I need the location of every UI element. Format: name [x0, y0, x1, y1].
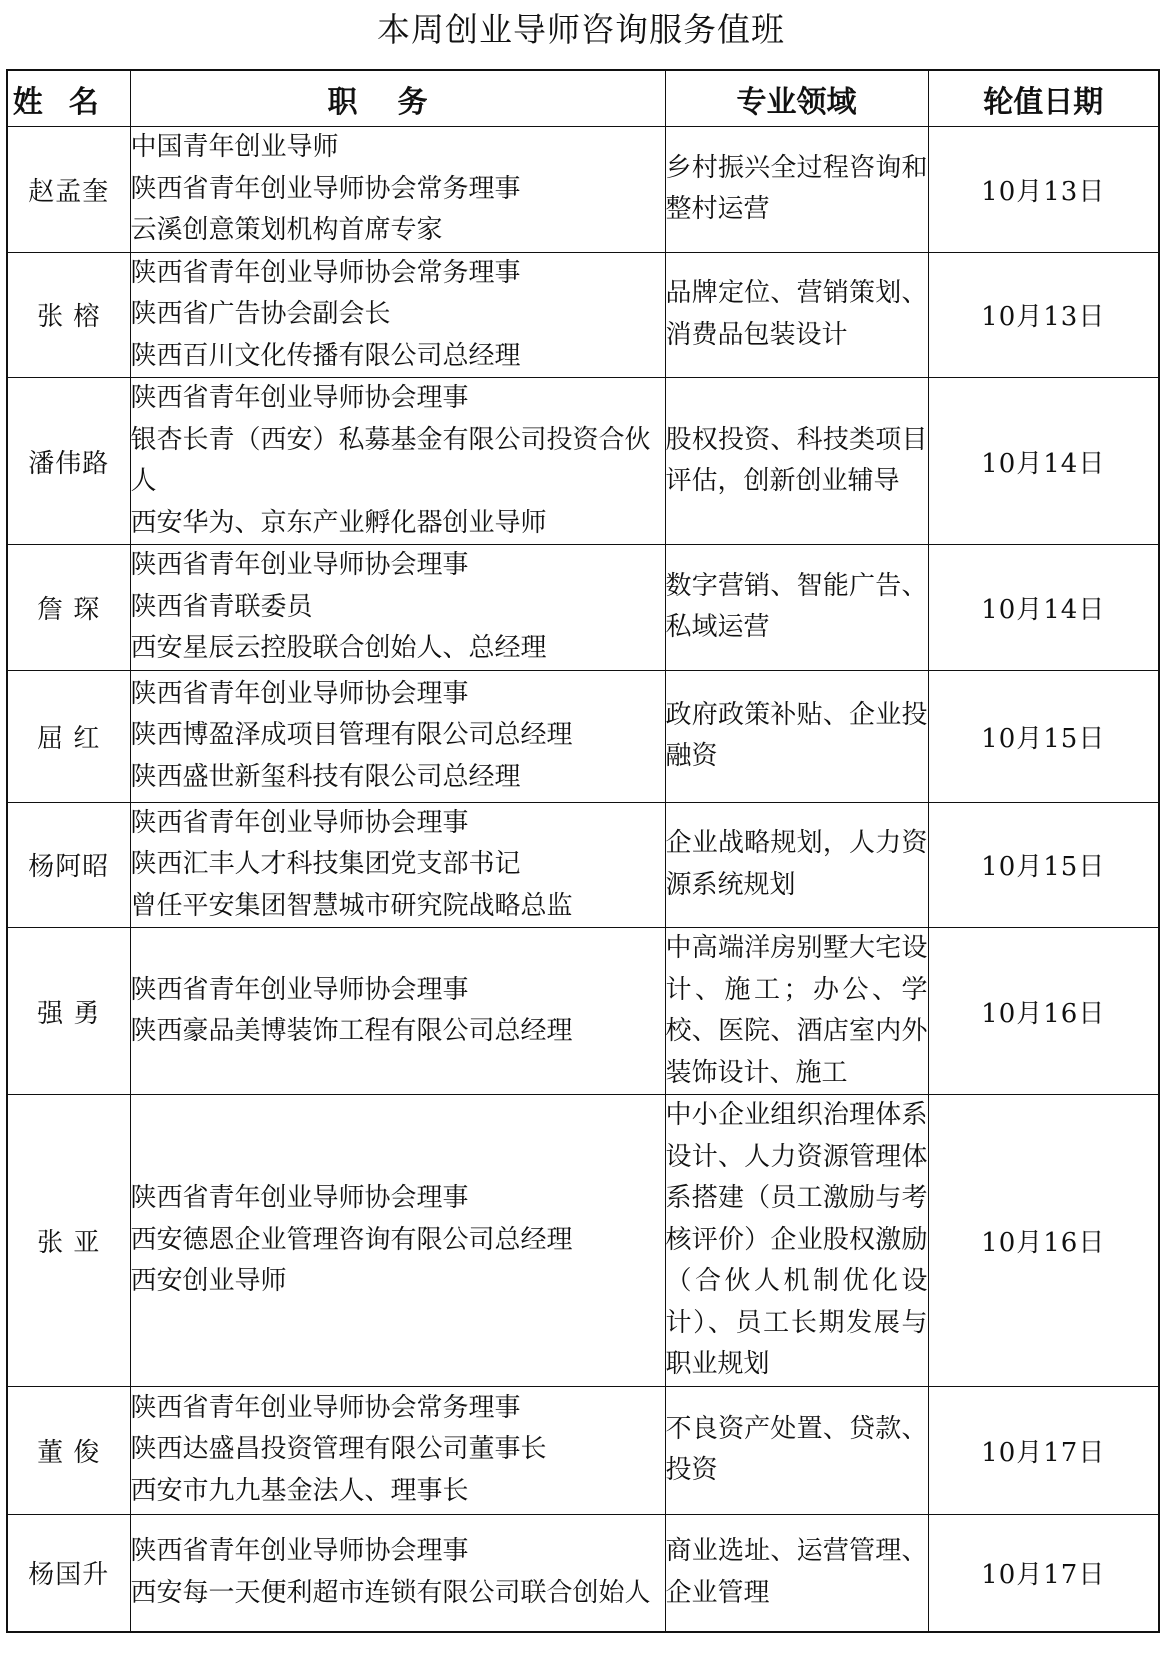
- role-line: 陕西省青年创业导师协会理事: [130, 807, 469, 838]
- duty-date: 10月13日: [928, 252, 1159, 378]
- duty-date: 10月16日: [928, 1095, 1159, 1387]
- roster-body: [7, 127, 1159, 1633]
- expertise-field: 不良资产处置、贷款、投资: [665, 1386, 928, 1514]
- role-line: 陕西百川文化传播有限公司总经理: [130, 340, 521, 371]
- role-line: 陕西省青年创业导师协会理事: [130, 974, 469, 1005]
- role-line: 西安每一天便利超市连锁有限公司联合创始人: [130, 1577, 651, 1608]
- mentor-name: 潘伟路: [7, 378, 130, 545]
- mentor-name: 杨阿昭: [7, 802, 130, 928]
- mentor-roles: [130, 802, 665, 928]
- page-title: 本周创业导师咨询服务值班: [377, 10, 785, 49]
- expertise-field: 中高端洋房别墅大宅设计、施工；办公、学校、医院、酒店室内外装饰设计、施工: [665, 928, 928, 1095]
- mentor-roles: [130, 928, 665, 1095]
- role-line: 西安星辰云控股联合创始人、总经理: [130, 633, 547, 663]
- table-row: [7, 670, 1159, 802]
- duty-date: 10月14日: [928, 378, 1159, 545]
- mentor-roles: [130, 1386, 665, 1514]
- duty-date: 10月15日: [928, 802, 1159, 928]
- header-role: 职务: [130, 70, 665, 127]
- mentor-name: 屈 红: [7, 670, 130, 802]
- duty-date: 10月17日: [928, 1386, 1159, 1514]
- expertise-field: 品牌定位、营销策划、消费品包装设计: [665, 252, 928, 378]
- header-field: 专业领域: [665, 70, 928, 127]
- mentor-name: 强 勇: [7, 928, 130, 1095]
- expertise-field: 商业选址、运营管理、企业管理: [665, 1514, 928, 1632]
- role-line: 曾任平安集团智慧城市研究院战略总监: [130, 890, 573, 921]
- duty-date: 10月14日: [928, 545, 1159, 671]
- table-header-row: [7, 70, 1159, 127]
- role-line: 西安德恩企业管理咨询有限公司总经理: [130, 1224, 573, 1255]
- mentor-roles: [130, 252, 665, 378]
- table-row: [7, 802, 1159, 928]
- role-line: 陕西省青年创业导师协会理事: [130, 383, 469, 413]
- table-row: [7, 1386, 1159, 1514]
- duty-date: 10月13日: [928, 127, 1159, 253]
- expertise-field: 政府政策补贴、企业投融资: [665, 670, 928, 802]
- role-line: 陕西省青年创业导师协会理事: [130, 678, 469, 709]
- table-row: [7, 378, 1159, 545]
- role-line: 陕西省青年创业导师协会常务理事: [130, 257, 521, 288]
- mentor-roles: [130, 378, 665, 545]
- table-row: [7, 1514, 1159, 1632]
- mentor-roles: [130, 670, 665, 802]
- role-line: 陕西省青年创业导师协会理事: [130, 1536, 469, 1567]
- header-date: 轮值日期: [928, 70, 1159, 127]
- role-line: 中国青年创业导师: [130, 132, 339, 162]
- role-line: 陕西省青年创业导师协会常务理事: [130, 1392, 521, 1423]
- mentor-roles: [130, 127, 665, 253]
- role-line: 陕西省青年创业导师协会常务理事: [130, 173, 521, 204]
- table-row: [7, 545, 1159, 671]
- mentor-name: 杨国升: [7, 1514, 130, 1632]
- mentor-name: 赵孟奎: [7, 127, 130, 253]
- mentor-roles: [130, 545, 665, 671]
- role-line: 陕西博盈泽成项目管理有限公司总经理: [130, 720, 573, 751]
- expertise-field: 数字营销、智能广告、私域运营: [665, 545, 928, 671]
- role-line: 陕西豪品美博装饰工程有限公司总经理: [130, 1016, 573, 1046]
- table-row: [7, 252, 1159, 378]
- role-line: 云溪创意策划机构首席专家: [130, 215, 443, 245]
- role-line: 西安创业导师: [130, 1266, 287, 1296]
- role-line: 银杏长青（西安）私募基金有限公司投资合伙人: [130, 424, 651, 496]
- expertise-field: 股权投资、科技类项目评估，创新创业辅导: [665, 378, 928, 545]
- role-line: 陕西达盛昌投资管理有限公司董事长: [130, 1434, 547, 1465]
- expertise-field: 中小企业组织治理体系设计、人力资源管理体系搭建（员工激励与考核评价）企业股权激励（合伙人机制优化设计）、员工长期发展与职业规划: [665, 1095, 928, 1387]
- mentor-name: 张 亚: [7, 1095, 130, 1387]
- mentor-name: 詹 琛: [7, 545, 130, 671]
- role-line: 西安市九九基金法人、理事长: [130, 1475, 469, 1506]
- duty-date: 10月15日: [928, 670, 1159, 802]
- role-line: 西安华为、京东产业孵化器创业导师: [130, 507, 547, 538]
- role-line: 陕西省青联委员: [130, 591, 313, 622]
- expertise-field: 乡村振兴全过程咨询和整村运营: [665, 127, 928, 253]
- mentor-name: 董 俊: [7, 1386, 130, 1514]
- mentor-name: 张 榕: [7, 252, 130, 378]
- role-line: 陕西盛世新玺科技有限公司总经理: [130, 761, 521, 792]
- table-row: [7, 127, 1159, 253]
- role-line: 陕西省广告协会副会长: [130, 299, 391, 329]
- header-name: 姓名: [7, 70, 130, 127]
- duty-date: 10月17日: [928, 1514, 1159, 1632]
- role-line: 陕西省青年创业导师协会理事: [130, 1183, 469, 1213]
- table-row: [7, 928, 1159, 1095]
- duty-date: 10月16日: [928, 928, 1159, 1095]
- duty-roster-table: [6, 69, 1160, 1633]
- table-row: [7, 1095, 1159, 1387]
- mentor-roles: [130, 1095, 665, 1387]
- mentor-roles: [130, 1514, 665, 1632]
- expertise-field: 企业战略规划，人力资源系统规划: [665, 802, 928, 928]
- role-line: 陕西汇丰人才科技集团党支部书记: [130, 849, 521, 879]
- role-line: 陕西省青年创业导师协会理事: [130, 550, 469, 580]
